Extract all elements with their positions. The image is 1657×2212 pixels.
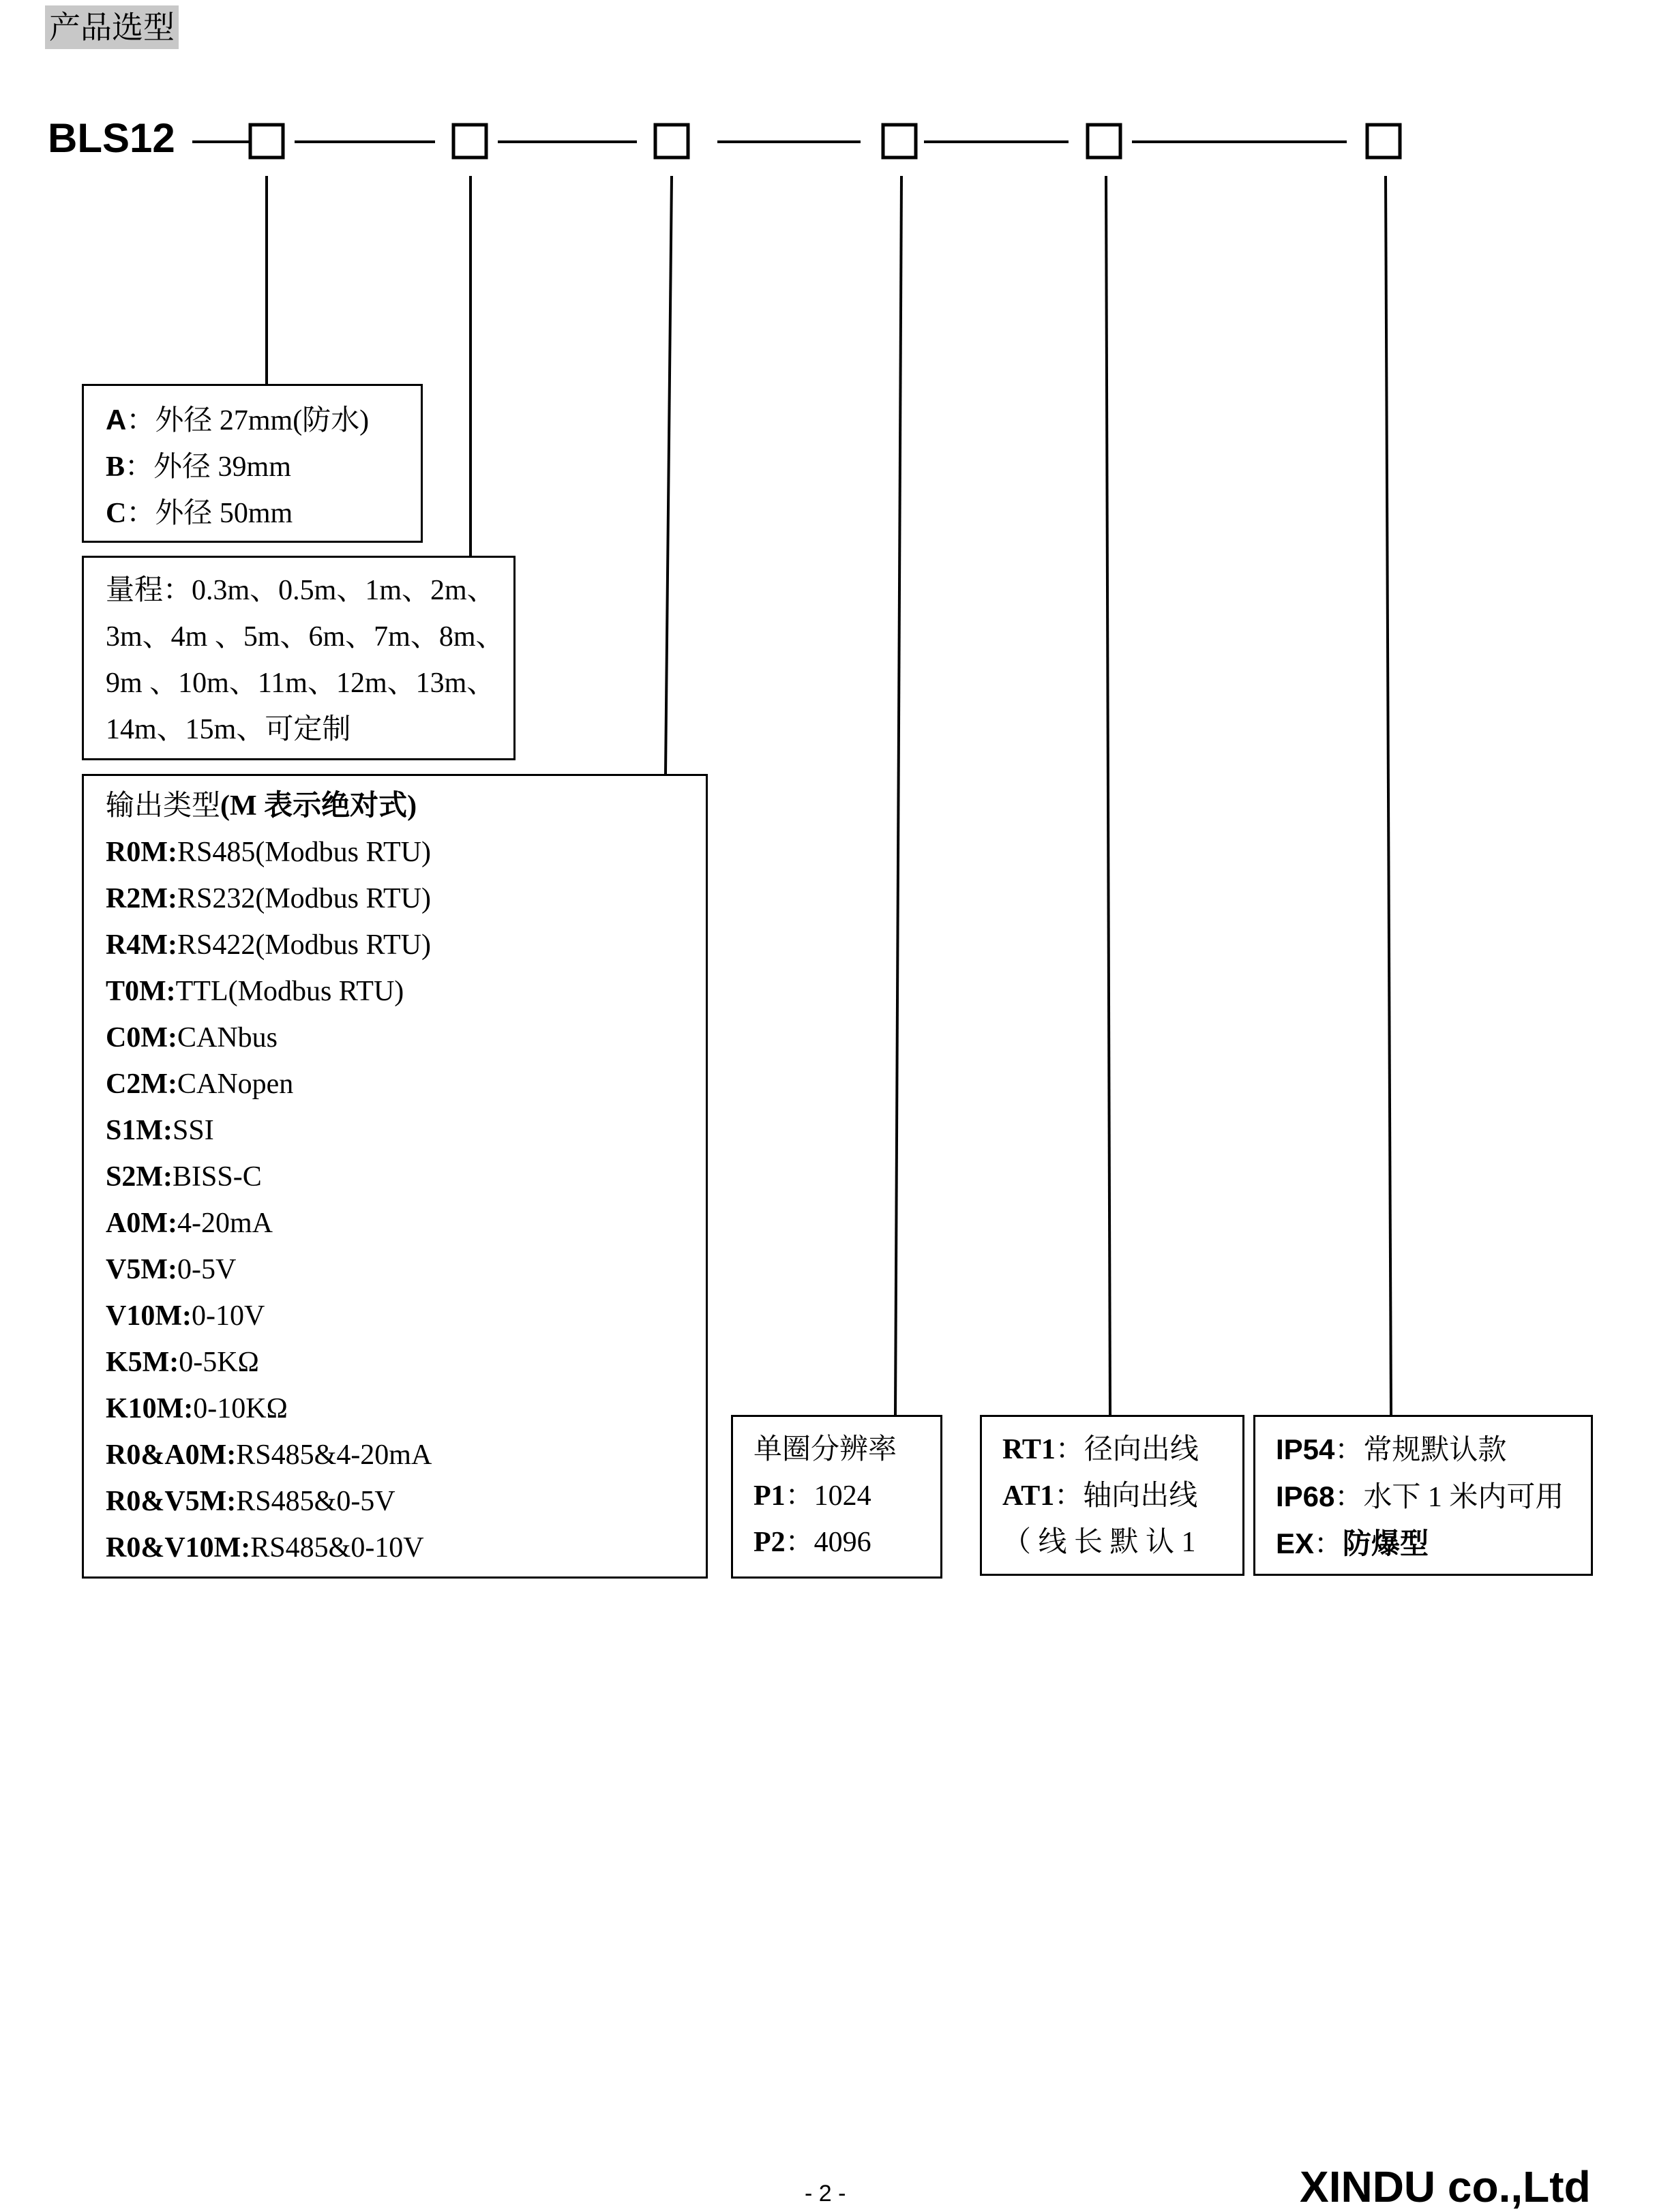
list-item: T0M:TTL(Modbus RTU) — [106, 976, 404, 1007]
list-item: R0&V10M:RS485&0-10V — [106, 1532, 424, 1564]
box-note: （ 线 长 默 认 1 — [1002, 1527, 1196, 1558]
range-options-box — [82, 556, 516, 760]
list-item: P1：1024 — [753, 1480, 871, 1512]
leader-slot-3 — [666, 176, 672, 774]
list-item: EX：防爆型 — [1276, 1527, 1429, 1560]
section-title: 产品选型 — [45, 5, 179, 49]
diameter-options-box — [82, 384, 423, 543]
code-slot-2 — [453, 125, 486, 158]
leader-slot-4 — [895, 176, 901, 1415]
list-item: 3m、4m 、5m、6m、7m、8m、 — [106, 621, 505, 653]
list-item: C：外径 50mm — [106, 498, 293, 529]
leader-slot-6 — [1386, 176, 1391, 1415]
page-number: - 2 - — [805, 2181, 846, 2207]
list-item: V5M:0-5V — [106, 1254, 237, 1285]
list-item: K10M:0-10KΩ — [106, 1393, 288, 1424]
box-heading: 输出类型(M 表示绝对式) — [106, 790, 417, 822]
resolution-box — [731, 1415, 942, 1579]
protection-class-box — [1253, 1415, 1593, 1576]
list-item: R0M:RS485(Modbus RTU) — [106, 837, 431, 868]
list-item: 14m、15m、可定制 — [106, 714, 351, 745]
list-item: A：外径 27mm(防水) — [106, 404, 370, 436]
cable-outlet-box — [980, 1415, 1244, 1576]
list-item: AT1：轴向出线 — [1002, 1480, 1198, 1512]
list-item: IP68：水下 1 米内可用 — [1276, 1480, 1564, 1513]
list-item: R4M:RS422(Modbus RTU) — [106, 929, 431, 961]
list-item: V10M:0-10V — [106, 1300, 265, 1332]
code-slot-5 — [1088, 125, 1120, 158]
code-slot-1 — [250, 125, 283, 158]
list-item: RT1：径向出线 — [1002, 1434, 1199, 1465]
list-item: R0&V5M:RS485&0-5V — [106, 1486, 395, 1517]
footer-brand: XINDU co.,Ltd — [1300, 2162, 1591, 2211]
list-item: IP54：常规默认款 — [1276, 1433, 1507, 1466]
list-item: 9m 、10m、11m、12m、13m、 — [106, 668, 496, 699]
list-item: P2：4096 — [753, 1527, 871, 1558]
model-code-prefix: BLS12 — [48, 115, 175, 161]
list-item: K5M:0-5KΩ — [106, 1347, 259, 1378]
list-item: S1M:SSI — [106, 1115, 214, 1146]
list-item: S2M:BISS-C — [106, 1161, 262, 1193]
code-slot-4 — [883, 125, 916, 158]
list-item: C0M:CANbus — [106, 1022, 278, 1053]
code-slot-6 — [1367, 125, 1400, 158]
output-type-box — [82, 774, 708, 1579]
list-item: 量程：0.3m、0.5m、1m、2m、 — [106, 575, 496, 606]
list-item: C2M:CANopen — [106, 1068, 294, 1100]
leader-slot-5 — [1106, 176, 1110, 1415]
code-slot-3 — [655, 125, 688, 158]
box-heading: 单圈分辨率 — [753, 1434, 897, 1465]
list-item: R2M:RS232(Modbus RTU) — [106, 883, 431, 914]
list-item: R0&A0M:RS485&4-20mA — [106, 1439, 432, 1471]
list-item: A0M:4-20mA — [106, 1208, 273, 1239]
list-item: B：外径 39mm — [106, 451, 291, 483]
